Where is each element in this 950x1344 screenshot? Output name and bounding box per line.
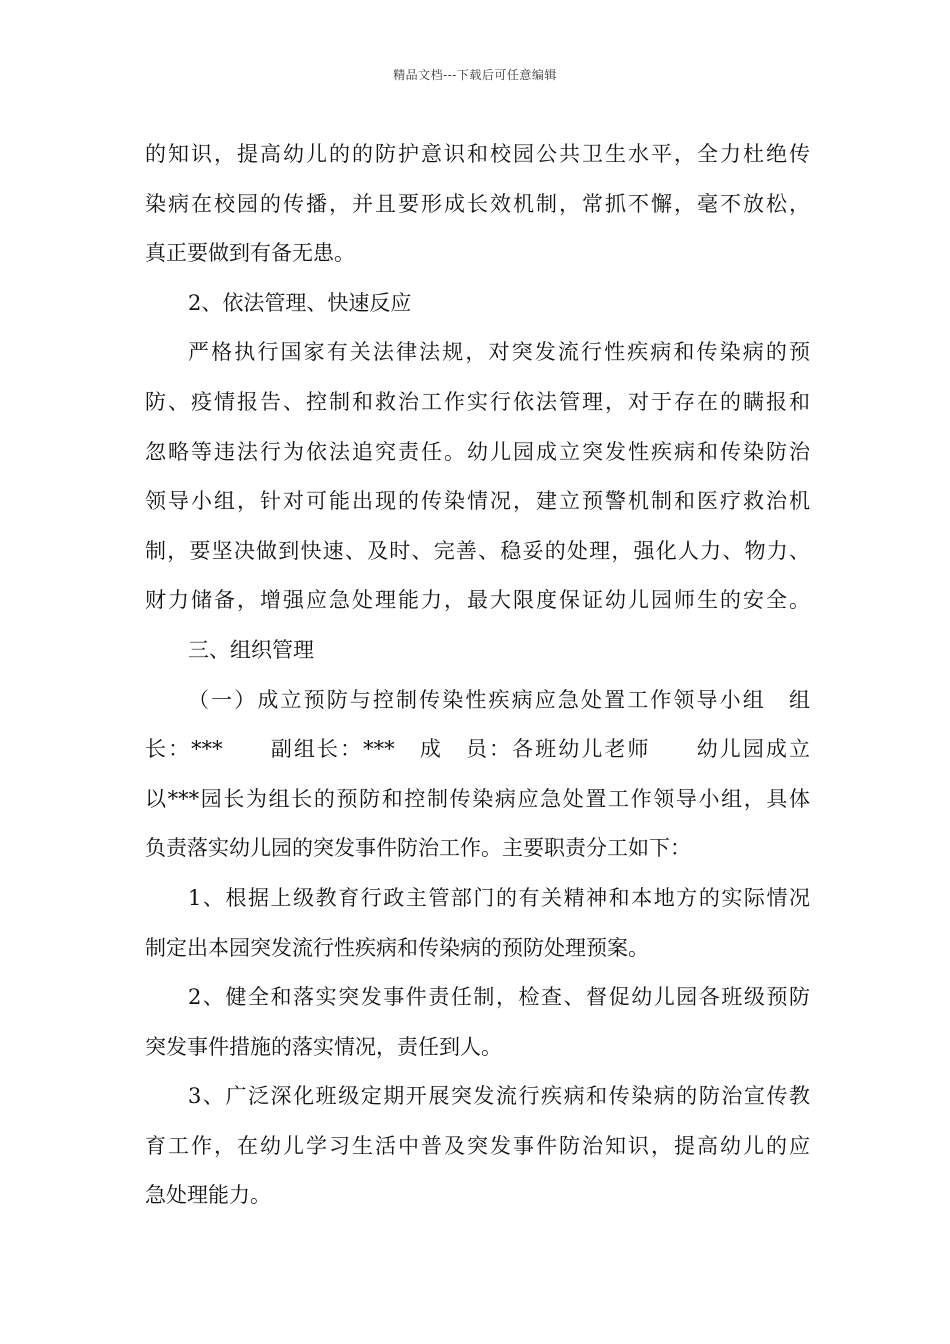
text-line: 3、广泛深化班级定期开展突发流行疾病和传染病的防治宣传教 bbox=[188, 1084, 810, 1109]
text-line: 忽略等违法行为依法追究责任。幼儿园成立突发性疾病和传染防治 bbox=[145, 439, 810, 464]
page-header: 精品文档---下载后可任意编辑 bbox=[393, 68, 557, 82]
text-line: 领导小组，针对可能出现的传染情况，建立预警机制和医疗救治机 bbox=[145, 489, 810, 514]
text-line: 突发事件措施的落实情况，责任到人。 bbox=[145, 1034, 502, 1059]
text-line: 1、根据上级教育行政主管部门的有关精神和本地方的实际情况 bbox=[188, 885, 810, 910]
text-line: 防、疫情报告、控制和救治工作实行依法管理，对于存在的瞒报和 bbox=[145, 389, 810, 414]
text-line: 的知识，提高幼儿的的防护意识和校园公共卫生水平，全力杜绝传 bbox=[145, 142, 810, 166]
text-line: 严格执行国家有关法律法规，对突发流行性疾病和传染病的预 bbox=[188, 340, 810, 365]
document-body bbox=[145, 130, 810, 1221]
text-line: 制定出本园突发流行性疾病和传染病的预防处理预案。 bbox=[145, 935, 649, 960]
text-line: 育工作，在幼儿学习生活中普及突发事件防治知识，提高幼儿的应 bbox=[145, 1133, 810, 1158]
text-line: 急处理能力。 bbox=[145, 1183, 271, 1208]
text-line: 以***园长为组长的预防和控制传染病应急处置工作领导小组，具体 bbox=[145, 786, 810, 811]
text-line: 财力储备，增强应急处理能力，最大限度保证幼儿园师生的安全。 bbox=[145, 588, 810, 613]
text-line: （一）成立预防与控制传染性疾病应急处置工作领导小组 组 bbox=[188, 687, 810, 712]
section-heading: 三、组织管理 bbox=[188, 637, 314, 662]
text-line: 真正要做到有备无患。 bbox=[145, 241, 355, 266]
section-heading: 2、依法管理、快速反应 bbox=[188, 290, 412, 315]
text-line: 制，要坚决做到快速、及时、完善、稳妥的处理，强化人力、物力、 bbox=[145, 538, 810, 563]
text-line: 染病在校园的传播，并且要形成长效机制，常抓不懈，毫不放松， bbox=[145, 191, 810, 216]
text-line: 2、健全和落实突发事件责任制，检查、督促幼儿园各班级预防 bbox=[188, 985, 810, 1010]
text-line: 负责落实幼儿园的突发事件防治工作。主要职责分工如下： bbox=[145, 836, 691, 861]
text-line: 长：*** 副组长：*** 成 员：各班幼儿老师 幼儿园成立 bbox=[145, 737, 810, 762]
